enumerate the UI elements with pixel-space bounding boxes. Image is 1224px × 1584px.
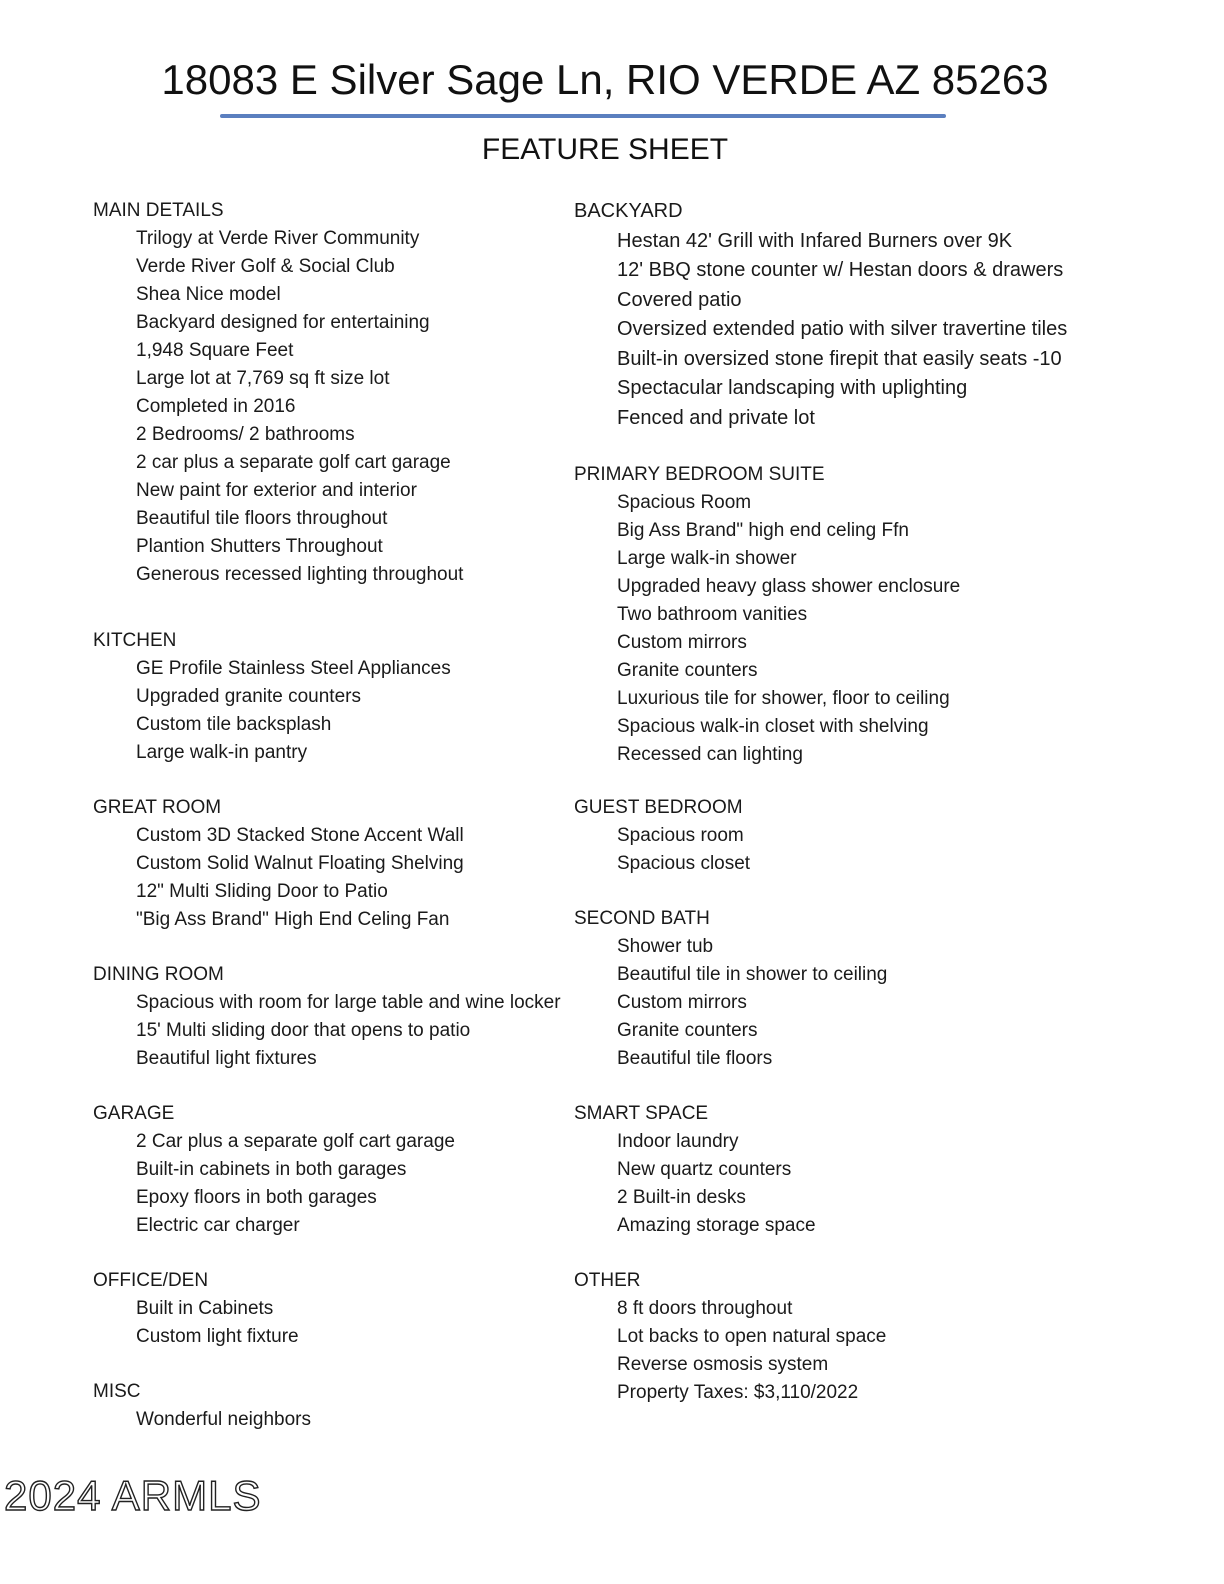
feature-item: Indoor laundry bbox=[617, 1131, 739, 1152]
feature-item: Granite counters bbox=[617, 1020, 758, 1041]
feature-item: Fenced and private lot bbox=[617, 406, 815, 429]
feature-item: Custom Solid Walnut Floating Shelving bbox=[136, 853, 464, 874]
section-heading: DINING ROOM bbox=[93, 964, 224, 985]
feature-item: Custom mirrors bbox=[617, 632, 747, 653]
section-second-bath bbox=[574, 905, 887, 1073]
feature-item: Beautiful tile floors throughout bbox=[136, 508, 388, 529]
section-heading: BACKYARD bbox=[574, 200, 683, 222]
section-heading: KITCHEN bbox=[93, 630, 177, 651]
feature-item: Backyard designed for entertaining bbox=[136, 312, 430, 333]
feature-item: Spectacular landscaping with uplighting bbox=[617, 377, 968, 399]
watermark: 2024 ARMLS bbox=[4, 1472, 262, 1519]
section-dining-room bbox=[93, 961, 561, 1073]
feature-item: Spacious walk-in closet with shelving bbox=[617, 716, 929, 737]
feature-item: Custom light fixture bbox=[136, 1326, 299, 1347]
feature-item: Granite counters bbox=[617, 660, 758, 681]
section-other bbox=[574, 1267, 886, 1407]
feature-item: 12' BBQ stone counter w/ Hestan doors & drawers bbox=[617, 259, 1064, 281]
feature-item: Amazing storage space bbox=[617, 1215, 816, 1236]
section-backyard bbox=[574, 197, 1067, 433]
feature-item: Built in Cabinets bbox=[136, 1298, 274, 1319]
section-great-room bbox=[93, 794, 464, 934]
feature-item: "Big Ass Brand" High End Celing Fan bbox=[136, 909, 450, 930]
feature-item: Completed in 2016 bbox=[136, 396, 296, 417]
section-kitchen bbox=[93, 627, 451, 767]
section-heading: OFFICE/DEN bbox=[93, 1270, 209, 1291]
feature-item: Upgraded granite counters bbox=[136, 686, 361, 707]
feature-item: 1,948 Square Feet bbox=[136, 340, 294, 361]
feature-item: Two bathroom vanities bbox=[617, 604, 808, 625]
feature-item: 2 Car plus a separate golf cart garage bbox=[136, 1131, 455, 1152]
page-title: 18083 E Silver Sage Ln, RIO VERDE AZ 85263 bbox=[161, 56, 1049, 103]
feature-item: Property Taxes: $3,110/2022 bbox=[617, 1382, 859, 1403]
feature-item: Wonderful neighbors bbox=[136, 1409, 311, 1430]
feature-item: Oversized extended patio with silver travertine tiles bbox=[617, 318, 1068, 340]
section-heading: SMART SPACE bbox=[574, 1103, 709, 1124]
feature-item: Spacious room bbox=[617, 825, 744, 846]
feature-item: Verde River Golf & Social Club bbox=[136, 256, 395, 277]
section-garage bbox=[93, 1100, 455, 1240]
feature-item: 2 Bedrooms/ 2 bathrooms bbox=[136, 424, 355, 445]
feature-item: Hestan 42' Grill with Infared Burners over 9K bbox=[617, 229, 1013, 252]
section-heading: SECOND BATH bbox=[574, 908, 710, 929]
feature-item: Shea Nice model bbox=[136, 284, 281, 305]
feature-item: Custom 3D Stacked Stone Accent Wall bbox=[136, 825, 464, 846]
feature-item: Built-in oversized stone firepit that easily seats -10 bbox=[617, 347, 1062, 370]
feature-item: Beautiful light fixtures bbox=[136, 1048, 317, 1069]
feature-item: Beautiful tile in shower to ceiling bbox=[617, 964, 888, 985]
section-heading: PRIMARY BEDROOM SUITE bbox=[574, 464, 825, 485]
section-guest-bedroom bbox=[574, 794, 750, 878]
feature-item: 8 ft doors throughout bbox=[617, 1298, 793, 1319]
feature-item: New quartz counters bbox=[617, 1159, 792, 1180]
section-heading: MISC bbox=[93, 1381, 141, 1402]
feature-item: 2 car plus a separate golf cart garage bbox=[136, 452, 451, 473]
feature-item: 15' Multi sliding door that opens to patio bbox=[136, 1020, 471, 1041]
section-office-den bbox=[93, 1267, 299, 1351]
section-heading: GREAT ROOM bbox=[93, 797, 222, 818]
feature-item: Covered patio bbox=[617, 288, 742, 311]
feature-item: Beautiful tile floors bbox=[617, 1048, 773, 1069]
feature-item: Spacious Room bbox=[617, 492, 752, 513]
feature-item: Epoxy floors in both garages bbox=[136, 1187, 377, 1208]
feature-item: Generous recessed lighting throughout bbox=[136, 564, 464, 585]
feature-item: Upgraded heavy glass shower enclosure bbox=[617, 576, 961, 597]
feature-item: Reverse osmosis system bbox=[617, 1354, 829, 1375]
feature-item: Spacious closet bbox=[617, 853, 751, 874]
feature-item: Custom tile backsplash bbox=[136, 714, 332, 735]
feature-item: 12" Multi Sliding Door to Patio bbox=[136, 881, 388, 902]
section-main-details bbox=[93, 197, 463, 589]
section-heading: GARAGE bbox=[93, 1103, 175, 1124]
feature-item: Luxurious tile for shower, floor to ceiling bbox=[617, 688, 950, 709]
feature-item: New paint for exterior and interior bbox=[136, 480, 417, 501]
feature-item: Lot backs to open natural space bbox=[617, 1326, 887, 1347]
feature-item: Large walk-in pantry bbox=[136, 742, 308, 763]
feature-item: Electric car charger bbox=[136, 1215, 300, 1236]
section-heading: OTHER bbox=[574, 1270, 641, 1291]
feature-item: Custom mirrors bbox=[617, 992, 747, 1013]
feature-item: 2 Built-in desks bbox=[617, 1187, 746, 1208]
section-misc bbox=[93, 1378, 311, 1434]
section-heading: MAIN DETAILS bbox=[93, 200, 224, 221]
feature-item: Shower tub bbox=[617, 936, 714, 957]
page-subtitle: FEATURE SHEET bbox=[481, 133, 729, 166]
section-smart-space bbox=[574, 1100, 816, 1240]
section-primary-bedroom-suite bbox=[574, 461, 960, 769]
feature-item: Big Ass Brand" high end celing Ffn bbox=[617, 520, 909, 541]
feature-item: Plantion Shutters Throughout bbox=[136, 536, 383, 557]
section-heading: GUEST BEDROOM bbox=[574, 797, 743, 818]
title-underline bbox=[220, 114, 946, 118]
feature-item: Large walk-in shower bbox=[617, 548, 797, 569]
feature-item: Built-in cabinets in both garages bbox=[136, 1159, 407, 1180]
feature-item: Large lot at 7,769 sq ft size lot bbox=[136, 368, 390, 389]
feature-item: Trilogy at Verde River Community bbox=[136, 228, 420, 249]
feature-item: Recessed can lighting bbox=[617, 744, 803, 765]
feature-item: GE Profile Stainless Steel Appliances bbox=[136, 658, 451, 679]
feature-item: Spacious with room for large table and wine locker bbox=[136, 992, 561, 1013]
